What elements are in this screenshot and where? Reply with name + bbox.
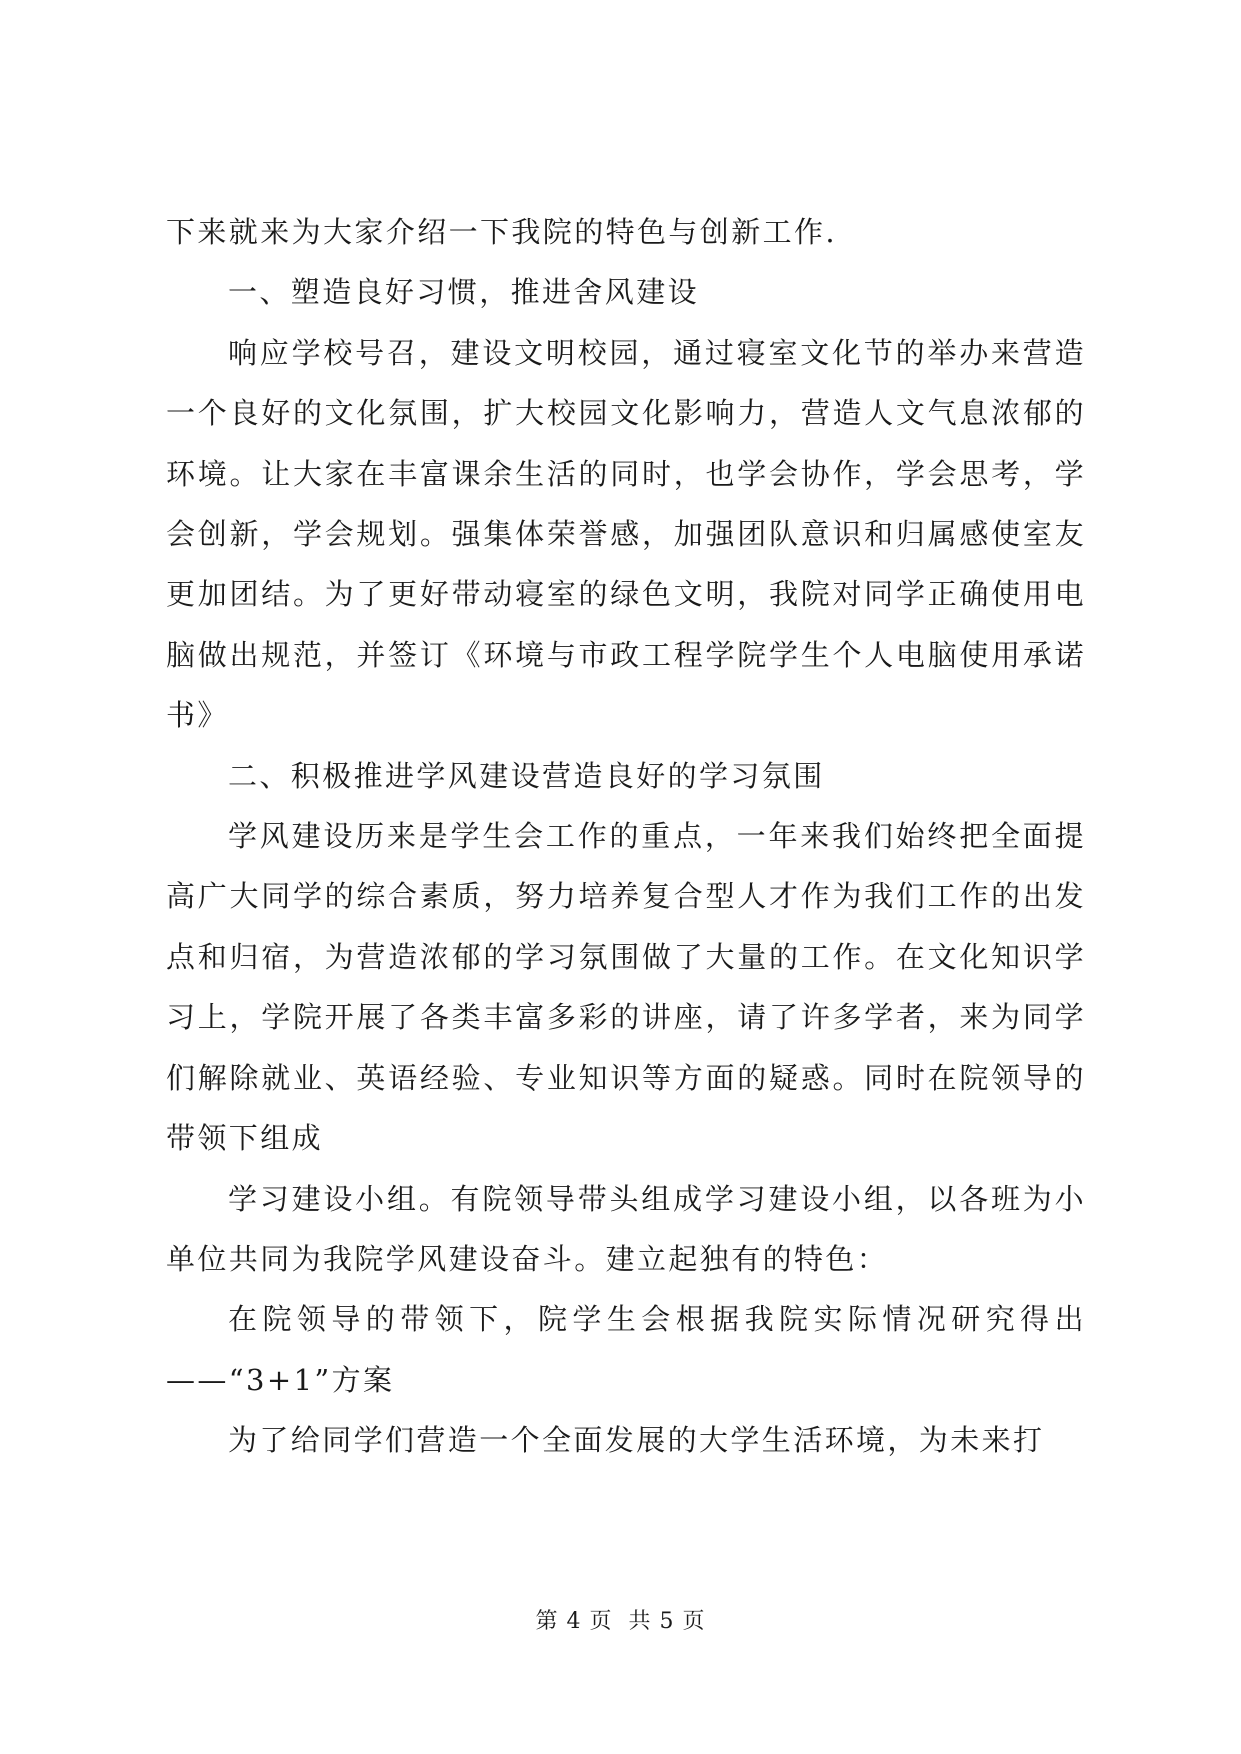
paragraph-environment: 为了给同学们营造一个全面发展的大学生活环境，为未来打 xyxy=(228,1423,1045,1458)
page-footer xyxy=(0,1604,1241,1635)
section-heading-1: 一、塑造良好习惯，推进舍风建设 xyxy=(228,275,700,310)
paragraph-3plus1-plan: 在院领导的带领下，院学生会根据我院实际情况研究得出——“3+1”方案 xyxy=(166,1302,1086,1397)
document-body xyxy=(166,202,1086,1471)
paragraph-study-style: 学风建设历来是学生会工作的重点，一年来我们始终把全面提高广大同学的综合素质，努力培养复合型人才作为我们工作的出发点和归宿，为营造浓郁的学习氛围做了大量的工作。在文化知识学习上，学院开展了各类丰富多彩的讲座，请了许多学者，来为同学们解除就业、英语经验、专业知识等方面的疑惑。同时在院领导的带领下组成 xyxy=(166,819,1086,1156)
section-heading-2: 二、积极推进学风建设营造良好的学习氛围 xyxy=(228,758,825,793)
paragraph-dorm-culture: 响应学校号召，建设文明校园，通过寝室文化节的举办来营造一个良好的文化氛围，扩大校园文化影响力，营造人文气息浓郁的环境。让大家在丰富课余生活的同时，也学会协作，学会思考，学会创新，学会规划。强集体荣誉感，加强团队意识和归属感使室友更加团结。为了更好带动寝室的绿色文明，我院对同学正确使用电脑做出规范，并签订《环境与市政工程学院学生个人电脑使用承诺书》 xyxy=(166,335,1086,733)
paragraph-intro: 下来就来为大家介绍一下我院的特色与创新工作. xyxy=(166,215,838,249)
paragraph-study-group: 学习建设小组。有院领导带头组成学习建设小组，以各班为小单位共同为我院学风建设奋斗。建立起独有的特色： xyxy=(166,1181,1086,1276)
page-number-label: 第 4 页 共 5 页 xyxy=(535,1609,706,1634)
